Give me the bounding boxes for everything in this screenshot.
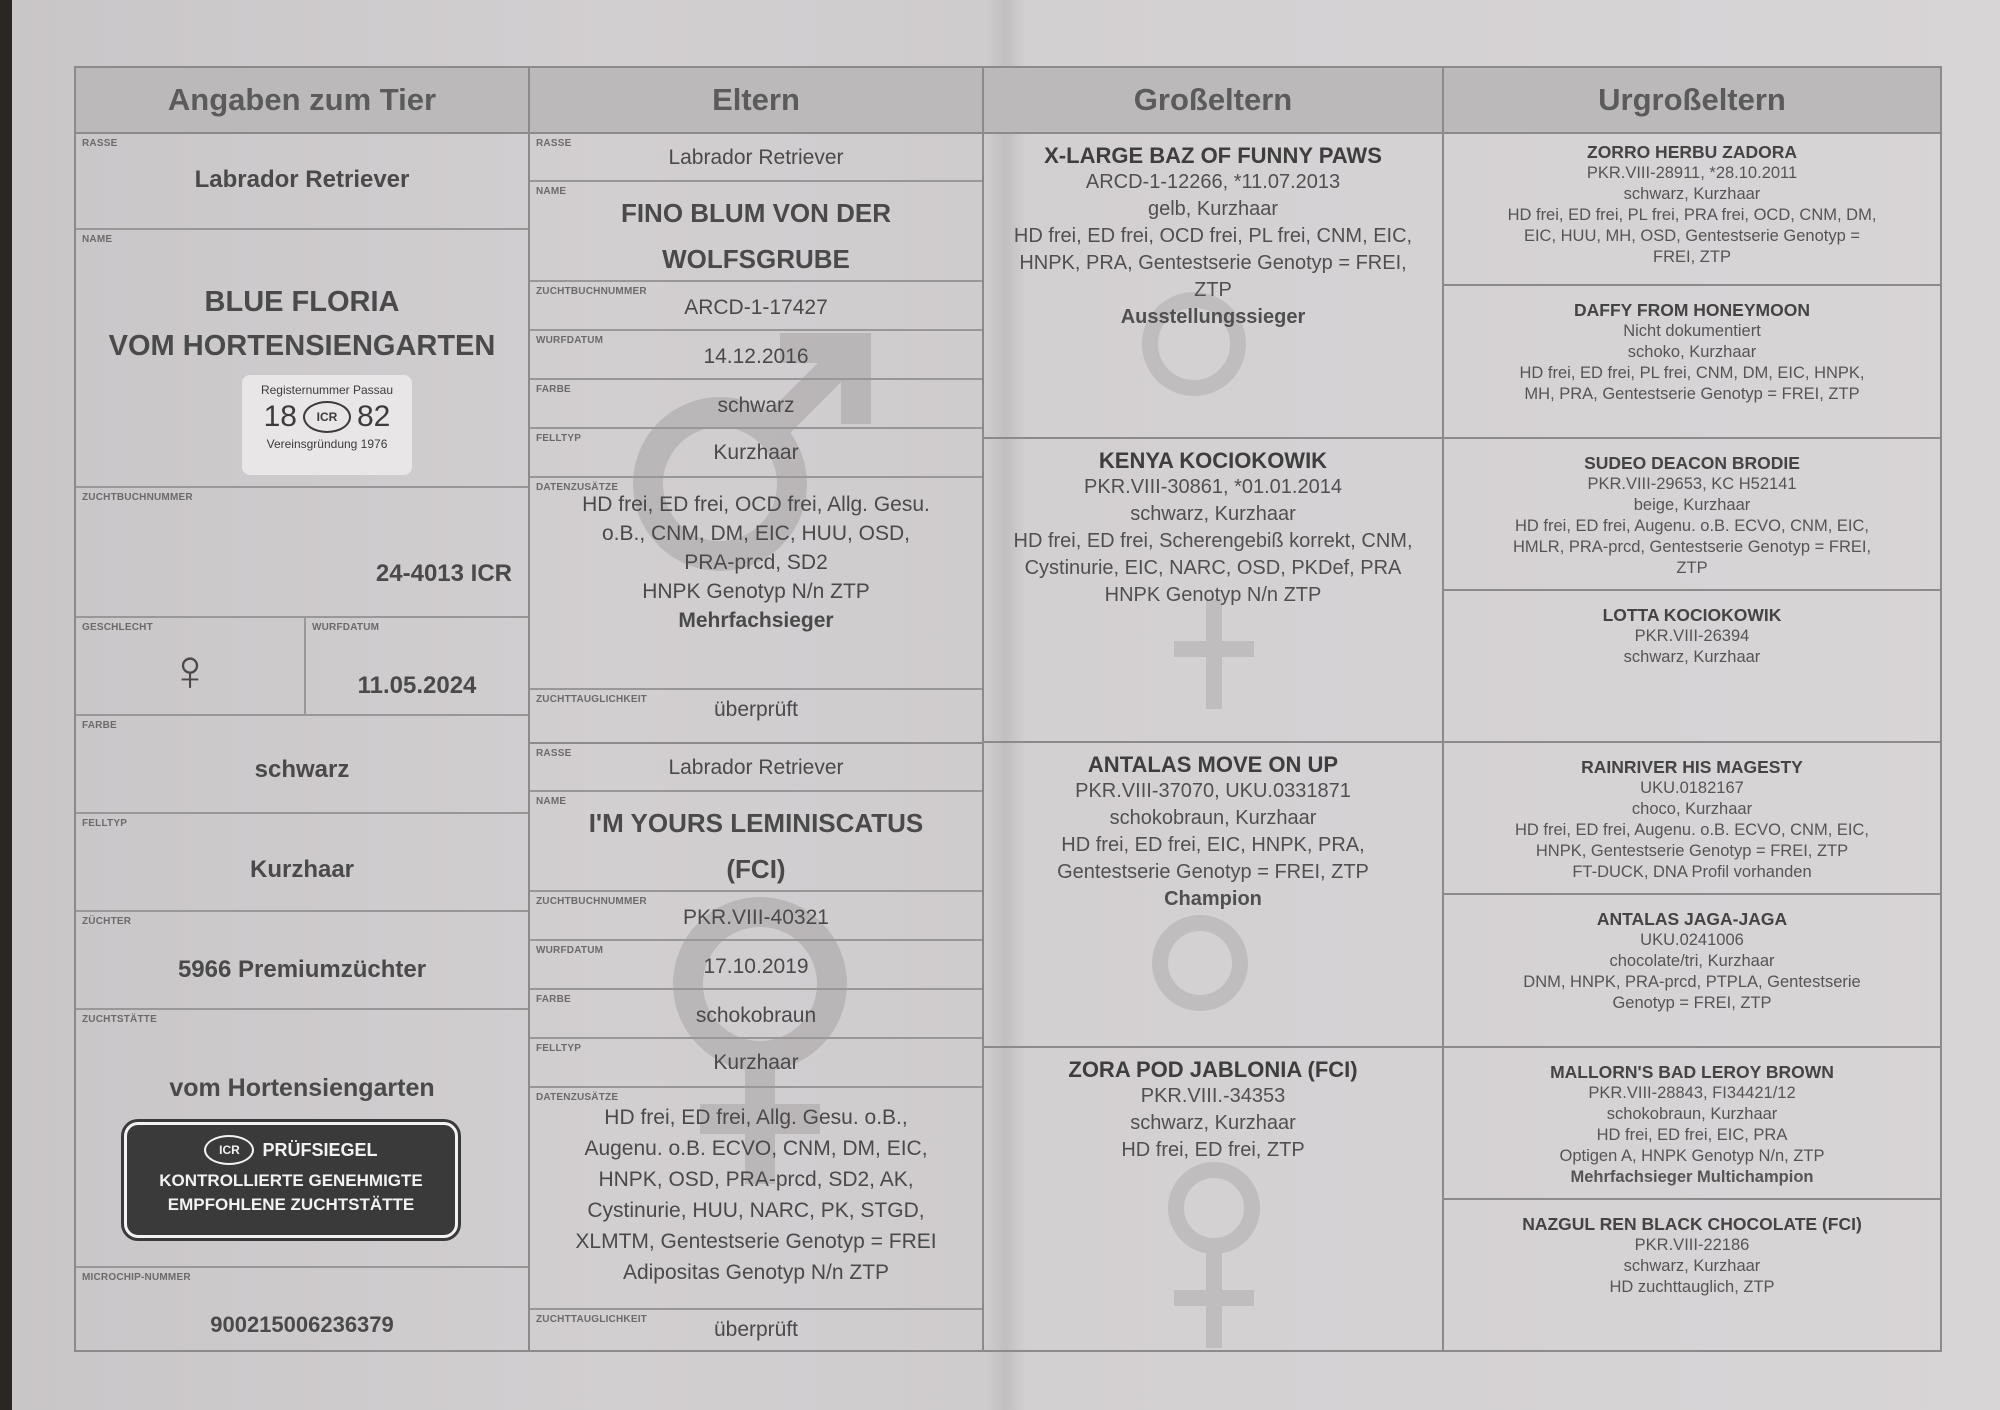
- greatgrandparent-6-line1: UKU.0241006: [1640, 931, 1744, 950]
- animal-breed: Labrador Retriever: [194, 166, 410, 193]
- seal-icr-logo-icon: ICR: [204, 1135, 254, 1165]
- greatgrandparent-7-line2: schokobraun, Kurzhaar: [1606, 1104, 1778, 1123]
- animal-color: schwarz: [254, 756, 350, 783]
- greatgrandparent-5-name: RAINRIVER HIS MAGESTY: [1581, 757, 1803, 777]
- greatgrandparent-6-line3: DNM, HNPK, PRA-prcd, PTPLA, Gentestserie: [1523, 973, 1861, 992]
- greatgrandparent-4-name: LOTTA KOCIOKOWIK: [1602, 604, 1782, 625]
- grandparent-1-line4: HNPK, PRA, Gentestserie Genotyp = FREI,: [1019, 252, 1407, 274]
- register-stamp-title: Registernummer Passau: [260, 383, 394, 397]
- greatgrandparent-7-line1: PKR.VIII-28843, FI34421/12: [1588, 1083, 1796, 1102]
- pedigree-table: [74, 66, 1942, 1352]
- animal-studbook: 24-4013 ICR: [375, 560, 512, 587]
- father-extra-line4: HNPK Genotyp N/n ZTP: [642, 580, 870, 603]
- animal-breeder: 5966 Premiumzüchter: [177, 956, 427, 983]
- greatgrandparent-1-line5: FREI, ZTP: [1653, 248, 1731, 266]
- greatgrandparent-5-line4: HNPK, Gentestserie Genotyp = FREI, ZTP: [1535, 842, 1849, 860]
- grandparent-3-name: ANTALAS MOVE ON UP: [1087, 752, 1339, 777]
- mother-breed: Labrador Retriever: [668, 756, 844, 779]
- female-watermark-icon: [1154, 1158, 1274, 1351]
- greatgrandparent-1-line2: schwarz, Kurzhaar: [1623, 185, 1761, 203]
- grandparent-3-line3: HD frei, ED frei, EIC, HNPK, PRA,: [1061, 834, 1365, 856]
- studbook-label: ZUCHTBUCHNUMMER: [82, 492, 193, 503]
- greatgrandparent-2-line1: Nicht dokumentiert: [1623, 322, 1761, 341]
- mother-extra-line3: HNPK, OSD, PRA-prcd, SD2, AK,: [598, 1168, 914, 1191]
- grandparents-column: [984, 68, 1444, 1350]
- mother-block: [530, 744, 982, 1350]
- grandparents-header: Großeltern: [984, 68, 1442, 134]
- father-extra-line3: PRA-prcd, SD2: [684, 551, 828, 574]
- mother-extra-label: DATENZUSÄTZE: [536, 1092, 619, 1103]
- mother-extra-line6: Adipositas Genotyp N/n ZTP: [622, 1261, 890, 1284]
- greatgrandparent-3-line3: HD frei, ED frei, Augenu. o.B. ECVO, CNM, EIC,: [1515, 516, 1869, 535]
- father-breed: Labrador Retriever: [668, 146, 844, 169]
- parents-column: [530, 68, 984, 1350]
- greatgrandparent-1-line1: PKR.VIII-28911, *28.10.2011: [1586, 164, 1798, 182]
- birthdate-label: WURFDATUM: [312, 622, 380, 633]
- grandparent-3: [984, 743, 1442, 1048]
- greatgrandparents-column: [1444, 68, 1940, 1350]
- grandparent-4-name: ZORA POD JABLONIA (FCI): [1068, 1056, 1358, 1082]
- coat-label: FELLTYP: [82, 818, 128, 829]
- grandparent-3-title: Champion: [1164, 888, 1262, 910]
- greatgrandparent-1-line3: HD frei, ED frei, PL frei, PRA frei, OCD, CNM, DM,: [1507, 206, 1877, 224]
- animal-kennel-field: [76, 1010, 528, 1268]
- greatgrandparent-2-line3: HD frei, ED frei, PL frei, CNM, DM, EIC, HNPK,: [1519, 364, 1865, 383]
- father-fitness-label: ZUCHTTAUGLICHKEIT: [536, 694, 647, 705]
- greatgrandparent-8-name: NAZGUL REN BLACK CHOCOLATE (FCI): [1522, 1213, 1862, 1234]
- color-label: FARBE: [82, 720, 117, 731]
- greatgrandparent-1-line4: EIC, HUU, MH, OSD, Gentestserie Genotyp =: [1523, 227, 1861, 245]
- mother-name-line1: I'M YOURS LEMINISCATUS: [588, 808, 924, 838]
- seal-line3: EMPFOHLENE ZUCHTSTÄTTE: [167, 1195, 415, 1214]
- grandparent-1: [984, 134, 1442, 439]
- grandparent-4-line1: PKR.VIII.-34353: [1140, 1084, 1286, 1107]
- greatgrandparent-8-line3: HD zuchttauglich, ZTP: [1609, 1277, 1775, 1296]
- greatgrandparent-7-line4: Optigen A, HNPK Genotyp N/n, ZTP: [1559, 1146, 1825, 1165]
- parents-header: Eltern: [530, 68, 982, 134]
- grandparent-1-title: Ausstellungssieger: [1120, 306, 1306, 328]
- animal-color-field: [76, 716, 528, 814]
- mother-color: schokobraun: [695, 1004, 817, 1027]
- father-fitness: überprüft: [713, 698, 799, 721]
- quality-seal: [124, 1122, 458, 1238]
- animal-name-line2: VOM HORTENSIENGARTEN: [108, 330, 496, 362]
- greatgrandparent-2-line2: schoko, Kurzhaar: [1627, 343, 1757, 362]
- grandparent-4: [984, 1048, 1442, 1351]
- father-coat: Kurzhaar: [713, 441, 799, 464]
- father-name-line2: WOLFSGRUBE: [662, 244, 850, 274]
- grandparent-2-line5: HNPK Genotyp N/n ZTP: [1104, 583, 1322, 606]
- greatgrandparent-6-line2: chocolate/tri, Kurzhaar: [1609, 952, 1775, 971]
- mother-fitness: überprüft: [713, 1318, 799, 1341]
- grandparent-1-line1: ARCD-1-12266, *11.07.2013: [1085, 171, 1341, 193]
- icr-logo: ICR: [303, 401, 351, 433]
- father-breed-label: RASSE: [536, 138, 572, 149]
- mother-coat-label: FELLTYP: [536, 1043, 582, 1054]
- greatgrandparent-2-line4: MH, PRA, Gentestserie Genotyp = FREI, ZTP: [1524, 385, 1860, 404]
- mother-extra-line5: XLMTM, Gentestserie Genotyp = FREI: [575, 1230, 937, 1253]
- animal-sex-cell: [76, 618, 306, 714]
- greatgrandparent-5: [1444, 743, 1940, 895]
- greatgrandparent-3-line2: beige, Kurzhaar: [1633, 495, 1751, 514]
- greatgrandparent-4: [1444, 591, 1940, 743]
- mother-name-line2: (FCI): [726, 854, 786, 884]
- pedigree-document: [12, 0, 2000, 1410]
- greatgrandparent-3: [1444, 439, 1940, 591]
- greatgrandparent-4-line1: PKR.VIII-26394: [1634, 626, 1750, 645]
- register-stamp-founded: Vereinsgründung 1976: [266, 437, 388, 451]
- greatgrandparent-3-line1: PKR.VIII-29653, KC H52141: [1587, 474, 1797, 493]
- greatgrandparent-3-line5: ZTP: [1676, 558, 1708, 577]
- father-birthdate: 14.12.2016: [703, 345, 809, 368]
- animal-sex-date-field: [76, 618, 528, 716]
- grandparent-2: [984, 439, 1442, 744]
- father-studbook: ARCD-1-17427: [684, 296, 828, 319]
- father-block: [530, 134, 982, 744]
- greatgrandparent-5-line1: UKU.0182167: [1640, 779, 1744, 797]
- grandparent-4-line3: HD frei, ED frei, ZTP: [1121, 1138, 1305, 1161]
- greatgrandparent-7-title: Mehrfachsieger Multichampion: [1570, 1167, 1814, 1186]
- animal-header: Angaben zum Tier: [76, 68, 528, 134]
- greatgrandparent-2: [1444, 286, 1940, 438]
- register-number-left: 18: [263, 400, 297, 433]
- father-coat-label: FELLTYP: [536, 433, 582, 444]
- animal-name-line1: BLUE FLORIA: [204, 286, 400, 318]
- mother-color-label: FARBE: [536, 994, 571, 1005]
- grandparent-3-line1: PKR.VIII-37070, UKU.0331871: [1075, 780, 1351, 802]
- breeder-label: ZÜCHTER: [82, 916, 132, 927]
- grandparent-2-line1: PKR.VIII-30861, *01.01.2014: [1084, 475, 1342, 498]
- seal-line1: PRÜFSIEGEL: [262, 1139, 378, 1160]
- animal-kennel: vom Hortensiengarten: [169, 1074, 435, 1102]
- greatgrandparent-2-name: DAFFY FROM HONEYMOON: [1574, 300, 1810, 321]
- grandparent-2-line4: Cystinurie, EIC, NARC, OSD, PKDef, PRA: [1024, 556, 1402, 579]
- animal-breeder-field: [76, 912, 528, 1010]
- kennel-label: ZUCHTSTÄTTE: [82, 1014, 157, 1025]
- register-number-right: 82: [357, 400, 391, 433]
- microchip-label: MICROCHIP-NUMMER: [82, 1272, 191, 1283]
- greatgrandparent-5-line3: HD frei, ED frei, Augenu. o.B. ECVO, CNM, EIC,: [1515, 821, 1869, 839]
- greatgrandparent-1: [1444, 134, 1940, 286]
- grandparent-1-name: X-LARGE BAZ OF FUNNY PAWS: [1044, 143, 1382, 168]
- animal-birthdate: 11.05.2024: [357, 672, 477, 699]
- greatgrandparent-5-line5: FT-DUCK, DNA Profil vorhanden: [1572, 863, 1812, 881]
- greatgrandparent-7-line3: HD frei, ED frei, EIC, PRA: [1596, 1125, 1788, 1144]
- greatgrandparent-5-line2: choco, Kurzhaar: [1631, 800, 1753, 818]
- father-extra-line1: HD frei, ED frei, OCD frei, Allg. Gesu.: [582, 493, 930, 516]
- seal-line2: KONTROLLIERTE GENEHMIGTE: [159, 1171, 423, 1190]
- grandparent-2-line3: HD frei, ED frei, Scherengebiß korrekt, CNM,: [1013, 529, 1413, 552]
- mother-studbook: PKR.VIII-40321: [683, 906, 829, 929]
- greatgrandparent-6: [1444, 895, 1940, 1047]
- mother-extra-line4: Cystinurie, HUU, NARC, PK, STGD,: [587, 1199, 925, 1222]
- grandparent-1-line5: ZTP: [1194, 279, 1232, 301]
- name-label: NAME: [82, 234, 113, 245]
- mother-breed-label: RASSE: [536, 748, 572, 759]
- breed-label: RASSE: [82, 138, 118, 149]
- greatgrandparent-3-name: SUDEO DEACON BRODIE: [1584, 452, 1800, 473]
- animal-microchip: 900215006236379: [210, 1312, 394, 1337]
- father-color: schwarz: [717, 394, 795, 417]
- animal-breed-field: [76, 134, 528, 230]
- male-watermark-icon: [1124, 913, 1284, 1033]
- greatgrandparent-3-line4: HMLR, PRA-prcd, Gentestserie Genotyp = FREI,: [1512, 537, 1872, 556]
- greatgrandparent-1-name: ZORRO HERBU ZADORA: [1587, 142, 1797, 162]
- animal-name-field: [76, 230, 528, 488]
- father-extra-line2: o.B., CNM, DM, EIC, HUU, OSD,: [601, 522, 911, 545]
- mother-birthdate-label: WURFDATUM: [536, 945, 604, 956]
- mother-coat: Kurzhaar: [713, 1051, 799, 1074]
- father-studbook-label: ZUCHTBUCHNUMMER: [536, 286, 647, 297]
- mother-extra-line1: HD frei, ED frei, Allg. Gesu. o.B.,: [604, 1106, 908, 1129]
- grandparent-1-line3: HD frei, ED frei, OCD frei, PL frei, CNM, EIC,: [1013, 225, 1413, 247]
- mother-fitness-label: ZUCHTTAUGLICHKEIT: [536, 1314, 647, 1325]
- animal-studbook-field: [76, 488, 528, 618]
- mother-extra-line2: Augenu. o.B. ECVO, CNM, DM, EIC,: [584, 1137, 928, 1160]
- animal-microchip-field: [76, 1268, 528, 1350]
- animal-column: [76, 68, 530, 1350]
- grandparent-2-name: KENYA KOCIOKOWIK: [1098, 447, 1328, 473]
- greatgrandparent-4-line2: schwarz, Kurzhaar: [1623, 647, 1761, 666]
- mother-studbook-label: ZUCHTBUCHNUMMER: [536, 896, 647, 907]
- greatgrandparent-6-line4: Genotyp = FREI, ZTP: [1612, 994, 1772, 1013]
- greatgrandparents-header: Urgroßeltern: [1444, 68, 1940, 134]
- greatgrandparent-7: [1444, 1048, 1940, 1200]
- animal-birthdate-cell: [306, 618, 528, 714]
- mother-birthdate: 17.10.2019: [703, 955, 809, 978]
- father-title: Mehrfachsieger: [678, 609, 834, 632]
- grandparent-1-line2: gelb, Kurzhaar: [1147, 198, 1279, 220]
- female-symbol-icon: ♀: [168, 638, 212, 703]
- animal-coat: Kurzhaar: [249, 856, 355, 883]
- father-name-label: NAME: [536, 186, 567, 197]
- greatgrandparent-8: [1444, 1200, 1940, 1350]
- animal-coat-field: [76, 814, 528, 912]
- grandparent-2-line2: schwarz, Kurzhaar: [1130, 502, 1296, 525]
- mother-name-label: NAME: [536, 796, 567, 807]
- grandparent-3-line4: Gentestserie Genotyp = FREI, ZTP: [1057, 861, 1369, 883]
- grandparent-3-line2: schokobraun, Kurzhaar: [1109, 807, 1317, 829]
- greatgrandparent-7-name: MALLORN'S BAD LEROY BROWN: [1550, 1061, 1834, 1082]
- sex-label: GESCHLECHT: [82, 622, 153, 633]
- greatgrandparent-8-line1: PKR.VIII-22186: [1634, 1235, 1750, 1254]
- father-name-line1: FINO BLUM VON DER: [620, 198, 892, 228]
- greatgrandparent-8-line2: schwarz, Kurzhaar: [1623, 1256, 1761, 1275]
- greatgrandparent-6-name: ANTALAS JAGA-JAGA: [1596, 909, 1788, 930]
- father-color-label: FARBE: [536, 384, 571, 395]
- female-watermark-icon: [1164, 599, 1264, 719]
- father-extra-label: DATENZUSÄTZE: [536, 482, 619, 493]
- grandparent-4-line2: schwarz, Kurzhaar: [1130, 1111, 1296, 1134]
- father-birthdate-label: WURFDATUM: [536, 335, 604, 346]
- register-stamp: [242, 375, 412, 475]
